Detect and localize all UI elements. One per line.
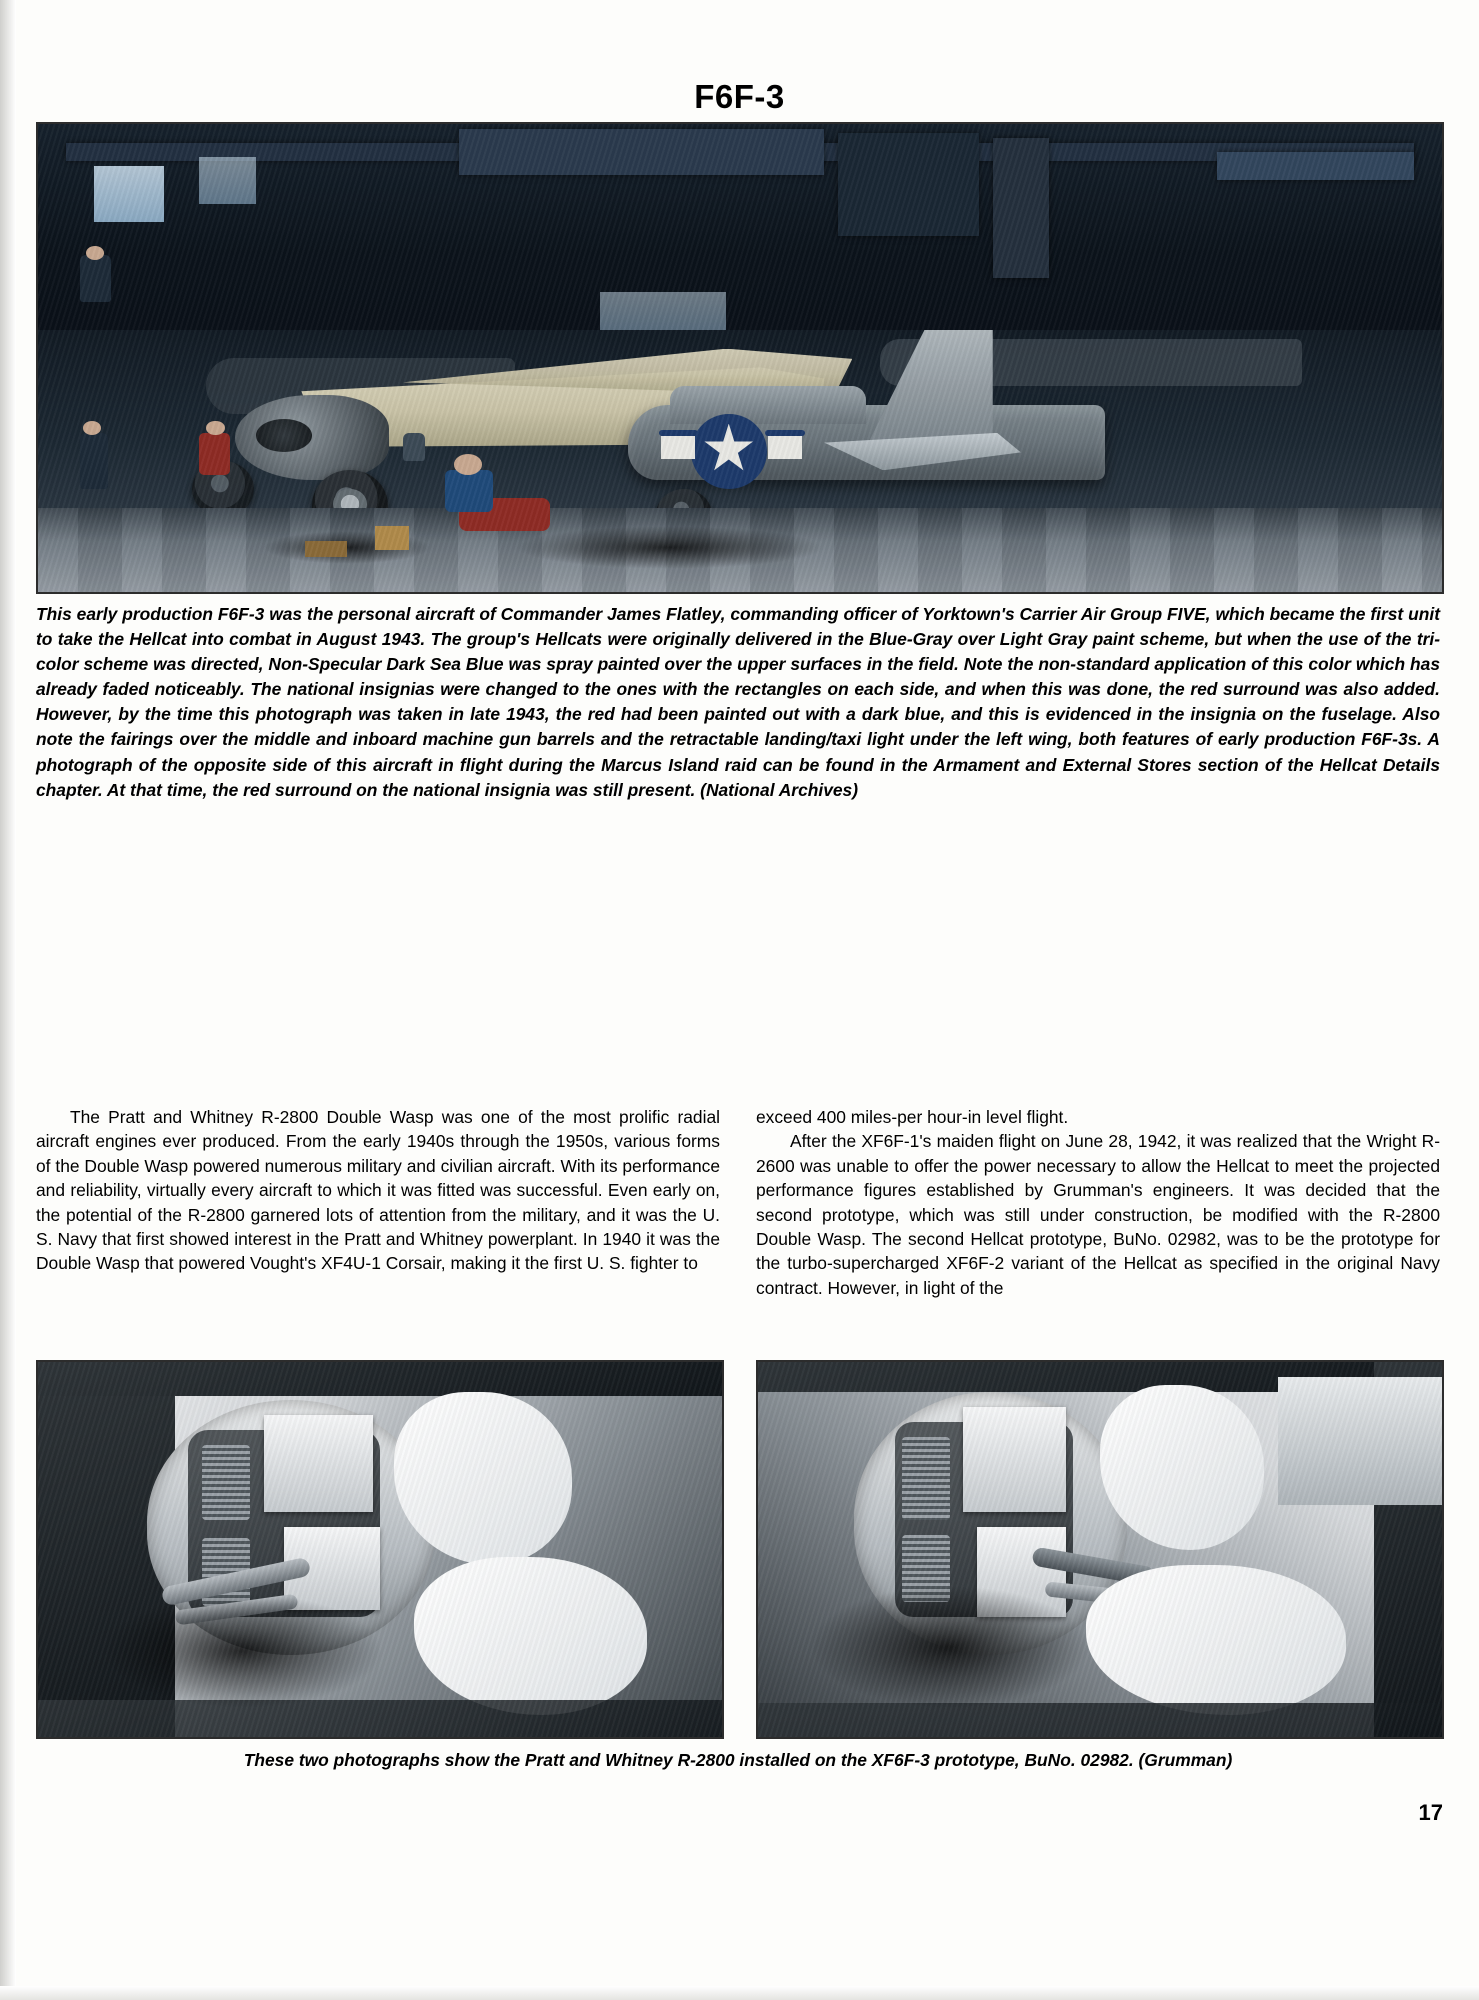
insignia-surround-right (765, 430, 804, 436)
crewman-left (80, 433, 108, 489)
page-number: 17 (1418, 1800, 1443, 1825)
engine-shadow (106, 1595, 380, 1708)
page-title: F6F-3 (694, 78, 785, 115)
paragraph-right-1: exceed 400 miles-per hour-in level flight. (756, 1107, 1069, 1127)
body-column-left (36, 1105, 720, 1300)
top-photo-caption: This early production F6F-3 was the personal aircraft of Commander James Flatley, commanding officer of Yorktown's Carrier Air Group FIVE, which became the first unit to take the Hellcat into combat in August 1943. The group's Hellcats were originally delivered in the Blue-Gray over Light Gray paint scheme, but when the use of the tri-color scheme was directed, Non-Specular Dark Sea Blue was spray painted over the upper surfaces in the field. Note the non-standard application of this color which has already faded noticeably. The national insignias were changed to the ones with the rectangles on each side, and when this was done, the red surround was also added. However, by the time this photograph was taken in late 1943, the red had been painted out with a dark blue, and this is evidenced in the insignia on the fuselage. Also note the fairings over the middle and inboard machine gun barrels and the retractable landing/taxi light under the left wing, both features of early production F6F-3s. A photograph of the opposite side of this aircraft in flight during the Marcus Island raid can be found in the Armament and External Stores section of the Hellcat Details chapter. At that time, the red surround on the national insignia was still present. (National Archives) (36, 604, 1440, 800)
insignia-bar-left (661, 436, 695, 459)
access-panel-upper (264, 1415, 373, 1513)
insignia-surround-left (659, 430, 698, 436)
kneeling-crewman-head (454, 454, 482, 475)
photo-bottom-dark-edge-right (758, 1703, 1442, 1737)
crewman-upper-left (80, 255, 111, 302)
overhead-beam-right (1217, 152, 1414, 180)
deck-block (305, 541, 347, 558)
crewman-red-head (206, 421, 224, 435)
background-light (600, 292, 726, 334)
hellcat-canopy (670, 386, 867, 423)
hangar-opening-light (94, 166, 164, 222)
top-photograph (36, 122, 1444, 594)
paragraph-left-1: The Pratt and Whitney R-2800 Double Wasp was one of the most prolific radial aircraft engines ever produced. From the early 1940s through the 1950s, various forms of the Double Wasp powered numerous military and civilian aircraft. With its performance and reliability, virtually every aircraft to which it was fitted was successful. Even early on, the potential of the R-2800 garnered lots of attention from the military, and it was the U. S. Navy that first showed interest in the Pratt and Whitney powerplant. In 1940 it was the Double Wasp that powered Vought's XF4U-1 Corsair, making it the first U. S. fighter to (36, 1107, 720, 1274)
body-text (36, 1105, 1440, 1300)
insignia-bar-right (768, 436, 802, 459)
wing-root-fairing (1278, 1377, 1442, 1505)
hangar-opening-light-2 (199, 157, 255, 204)
scan-edge-bottom (0, 1986, 1479, 2000)
bottom-photograph-left (36, 1360, 724, 1739)
overhead-post (993, 138, 1049, 278)
overhead-structure (459, 129, 824, 176)
engine-cylinder-right (902, 1437, 950, 1520)
overhead-column (838, 133, 978, 236)
engine-cylinder (202, 1445, 250, 1520)
engine-shadow-right (813, 1587, 1087, 1707)
propeller-hub (256, 419, 312, 452)
scan-edge-left (0, 0, 16, 2000)
crewman-mid (403, 433, 425, 461)
bottom-photo-caption: These two photographs show the Pratt and Whitney R-2800 installed on the XF6F-3 prototype, BuNo. 02982. (Grumman) (243, 1750, 1233, 1770)
wheel-chock (375, 526, 409, 549)
access-panel-upper-right (963, 1407, 1066, 1512)
crewman-head (86, 246, 104, 260)
photo-top-dark-edge (38, 1362, 722, 1396)
kneeling-crewman-torso (445, 470, 493, 512)
crewman-red-shirt (199, 433, 230, 475)
aircraft-shadow (515, 526, 824, 568)
body-column-right (756, 1105, 1440, 1300)
paragraph-right-2: After the XF6F-1's maiden flight on June 28, 1942, it was realized that the Wright R-2600 was unable to offer the power necessary to allow the Hellcat to meet the projected performance figures established by Grumman's engineers. It was decided that the second prototype, which was still under construction, be modified with the R-2800 Double Wasp. The second Hellcat prototype, BuNo. 02982, was to be the prototype for the turbo-supercharged XF6F-2 variant of the Hellcat as specified in the original Navy contract. However, in light of the (756, 1131, 1440, 1298)
bottom-photograph-right (756, 1360, 1444, 1739)
